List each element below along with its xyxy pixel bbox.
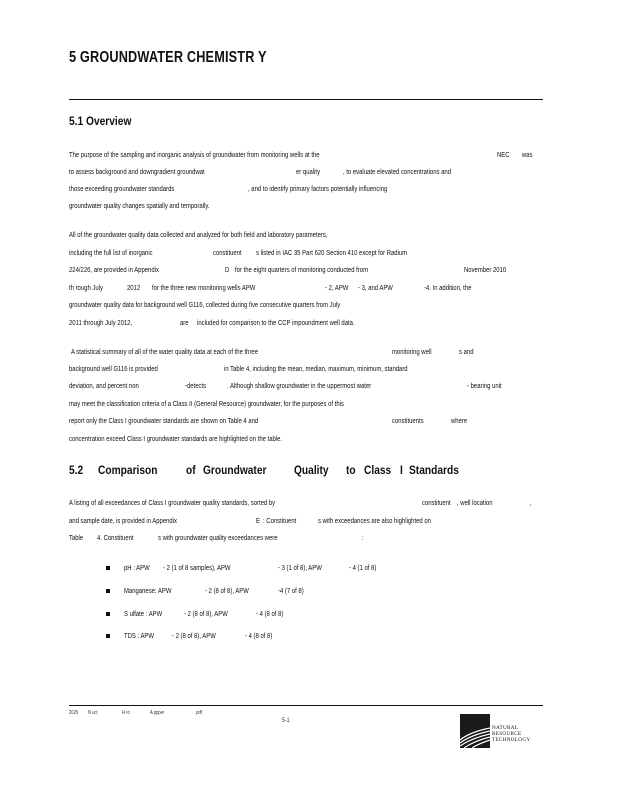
- text-line: . Although shallow groundwater in the uppermost water: [227, 381, 372, 390]
- text-line: may meet the classification criteria of a Class II (General Resource) groundwater, for the purposes of this: [69, 399, 344, 408]
- text-line: where: [451, 416, 468, 425]
- text-line: was: [522, 150, 533, 159]
- text-line: s with groundwater quality exceedances were: [158, 533, 278, 542]
- text-line: including the full list of inorganic: [69, 248, 153, 257]
- text-line: - bearing unit: [467, 381, 502, 390]
- text-line: s and: [459, 347, 474, 356]
- text-line: for the eight quarters of monitoring conducted from: [235, 265, 369, 274]
- footer-text: H ro: [122, 710, 130, 716]
- text-line: groundwater quality data for background well G116, collected during five consecutive quarters from July: [69, 300, 341, 309]
- footer-text: A ppper: [150, 710, 165, 716]
- text-line: to assess background and downgradient groundwat: [69, 167, 205, 176]
- logo-mark-icon: [460, 714, 490, 748]
- text-line: and sample date, is provided in Appendix: [69, 516, 178, 525]
- text-line: s listed in IAC 35 Part 620 Section 410 except for Radium: [256, 248, 408, 257]
- text-line: NEC: [497, 150, 510, 159]
- list-item-text: Manganese: APW: [124, 586, 172, 595]
- text-line: th rough July: [69, 283, 103, 292]
- company-logo: [460, 712, 540, 752]
- heading-word: Standards: [409, 463, 459, 477]
- heading-word: Class: [364, 463, 392, 477]
- text-line: , to evaluate elevated concentrations and: [343, 167, 452, 176]
- text-line: included for comparison to the CCP impoundment well data.: [197, 318, 355, 327]
- text-line: s with exceedances are also highlighted on: [318, 516, 431, 525]
- text-line: in Table 4, including the mean, median, maximum, minimum, standard: [224, 364, 408, 373]
- bullet-icon: [106, 566, 110, 570]
- list-item-text: TDS : APW: [124, 631, 154, 640]
- list-item-text: -4 (7 of 8): [278, 586, 304, 595]
- heading-word: Comparison: [98, 463, 158, 477]
- heading-word: I: [400, 463, 403, 477]
- text-line: A statistical summary of all of the water quality data at each of the three: [71, 347, 259, 356]
- text-line: concentration exceed Class I groundwater standards are highlighted on the table.: [69, 434, 283, 443]
- text-line: :: [362, 533, 364, 542]
- list-item-text: S ulfate : APW: [124, 609, 163, 618]
- text-line: 2011 through July 2012,: [69, 318, 133, 327]
- section-5-1-heading: 5.1 Overview: [69, 114, 132, 128]
- text-line: : Constituent: [263, 516, 297, 525]
- footer-rule: [69, 705, 543, 706]
- chapter-title: 5 GROUNDWATER CHEMISTR Y: [69, 49, 267, 66]
- list-item-text: - 3 (1 of 8), APW: [278, 563, 322, 572]
- text-line: report only the Class I groundwater standards are shown on Table 4 and: [69, 416, 259, 425]
- text-line: monitoring well: [392, 347, 432, 356]
- text-line: those exceeding groundwater standards: [69, 184, 175, 193]
- text-line: E: [256, 516, 260, 525]
- list-item-text: - 4 (1 of 8): [349, 563, 377, 572]
- text-line: All of the groundwater quality data collected and analyzed for both field and laboratory parameters,: [69, 230, 328, 239]
- bullet-icon: [106, 634, 110, 638]
- list-item-text: - 2 (8 of 8), APW: [184, 609, 228, 618]
- list-item-text: - 2 (8 of 8), APW: [172, 631, 216, 640]
- text-line: er quality: [296, 167, 321, 176]
- text-line: D: [225, 265, 230, 274]
- text-line: constituent: [422, 498, 451, 507]
- logo-line-2: RESOURCE: [492, 731, 522, 737]
- text-line: for the three new monitoring wells APW: [152, 283, 256, 292]
- footer-text: 2025: [69, 710, 79, 716]
- logo-line-1: NATURAL: [492, 725, 519, 731]
- text-line: -detects: [185, 381, 207, 390]
- footer-text: N uci: [88, 710, 98, 716]
- list-item-text: - 4 (8 of 8): [245, 631, 273, 640]
- text-line: November 2010: [464, 265, 507, 274]
- text-line: The purpose of the sampling and inorganic analysis of groundwater from monitoring wells at the: [69, 150, 320, 159]
- page-number: 5-1: [282, 717, 290, 724]
- text-line: constituent: [213, 248, 242, 257]
- heading-word: Quality: [294, 463, 329, 477]
- text-line: , and to identify primary factors potentially influencing: [248, 184, 388, 193]
- text-line: are: [180, 318, 189, 327]
- text-line: groundwater quality changes spatially and temporally.: [69, 201, 210, 210]
- text-line: Table: [69, 533, 84, 542]
- heading-word: to: [346, 463, 356, 477]
- heading-word: 5.2: [69, 463, 84, 477]
- heading-word: Groundwater: [203, 463, 267, 477]
- bullet-icon: [106, 589, 110, 593]
- bullet-icon: [106, 612, 110, 616]
- list-item-text: - 2 (8 of 8), APW: [205, 586, 249, 595]
- text-line: , well location: [457, 498, 493, 507]
- list-item-text: pH : APW: [124, 563, 150, 572]
- text-line: 4. Constituent: [97, 533, 134, 542]
- text-line: A listing of all exceedances of Class I groundwater quality standards, sorted by: [69, 498, 276, 507]
- text-line: deviation, and percent non: [69, 381, 139, 390]
- text-line: 2012: [127, 283, 141, 292]
- text-line: 224/226, are provided in Appendix: [69, 265, 159, 274]
- text-line: -4. In addition, the: [424, 283, 472, 292]
- title-rule: [69, 99, 543, 100]
- logo-line-3: TECHNOLOGY: [492, 737, 531, 743]
- list-item-text: - 4 (8 of 8): [256, 609, 284, 618]
- text-line: - 2, APW: [325, 283, 349, 292]
- footer-text: .pdf: [195, 710, 202, 716]
- heading-word: of: [186, 463, 196, 477]
- text-line: constituents: [392, 416, 424, 425]
- text-line: - 3, and APW: [358, 283, 393, 292]
- text-line: background well G116 is provided: [69, 364, 158, 373]
- list-item-text: - 2 (1 of 8 samples), APW: [163, 563, 231, 572]
- text-line: ,: [530, 498, 532, 507]
